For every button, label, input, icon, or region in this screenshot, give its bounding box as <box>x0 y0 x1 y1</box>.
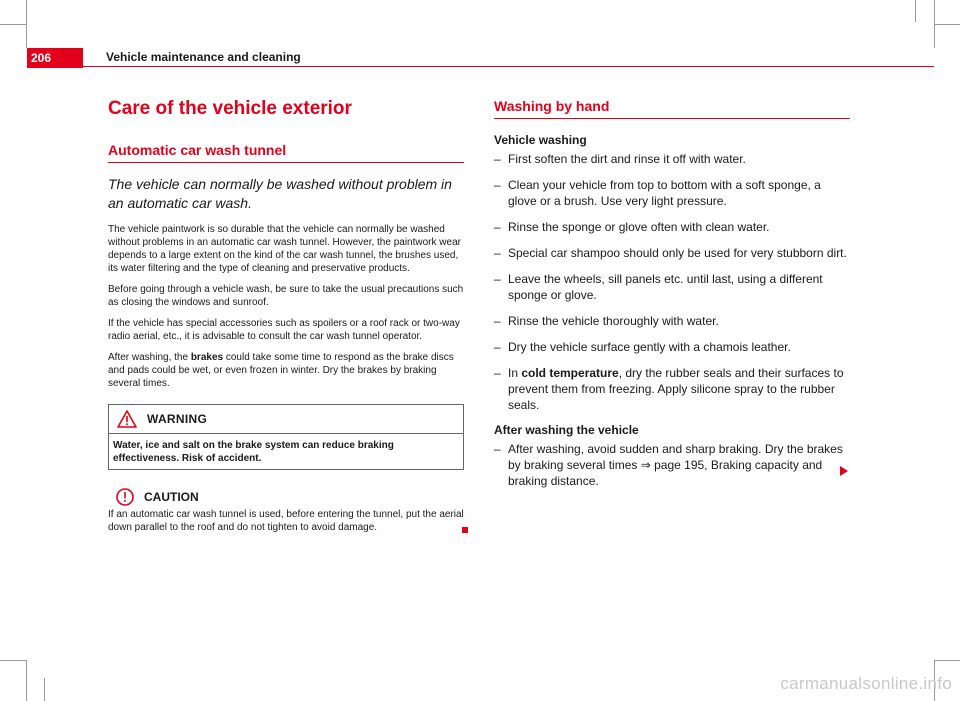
warning-triangle-icon <box>117 410 137 428</box>
item-text: Special car shampoo should only be used for very stubborn dirt. <box>508 246 847 260</box>
caution-label: CAUTION <box>144 490 199 504</box>
text: After washing, the <box>108 352 191 363</box>
running-head: Vehicle maintenance and cleaning <box>106 50 301 64</box>
left-column <box>108 98 464 534</box>
dash: – <box>494 366 501 380</box>
caution-header <box>108 488 464 506</box>
dash: – <box>494 178 501 192</box>
watermark: carmanualsonline.info <box>780 674 952 693</box>
dash: – <box>494 340 501 354</box>
item-text: Rinse the vehicle thoroughly with water. <box>508 314 719 328</box>
caution-text: If an automatic car wash tunnel is used, before entering the tunnel, put the aerial down parallel to the roof and do not tighten to avoid damage. <box>108 509 464 533</box>
dash: – <box>494 442 501 456</box>
dash: – <box>494 220 501 234</box>
text: could take some time to respond as the brake discs and pads could be wet, or even frozen in winter. Dry the brakes by braking several times. <box>108 352 454 389</box>
paragraph: Before going through a vehicle wash, be sure to take the usual precautions such as closing the windows and sunroof. <box>108 284 464 308</box>
crop-mark <box>0 660 26 661</box>
item-text <box>508 365 850 413</box>
page-title: Care of the vehicle exterior <box>108 98 352 119</box>
list-item <box>494 219 850 235</box>
dash: – <box>494 272 501 286</box>
item-text: Clean your vehicle from top to bottom with a soft sponge, a glove or a brush. Use very light pressure. <box>508 178 821 208</box>
dash: – <box>494 152 501 166</box>
list-item <box>494 151 850 167</box>
warning-text: Water, ice and salt on the brake system can reduce braking effectiveness. Risk of accident. <box>113 440 394 464</box>
caution-notice <box>108 488 464 534</box>
dash: – <box>494 314 501 328</box>
list-item <box>494 313 850 329</box>
list-item <box>494 339 850 355</box>
lead-paragraph: The vehicle can normally be washed without problem in an automatic car wash. <box>108 176 452 211</box>
continue-arrow-icon <box>840 466 848 476</box>
paragraph: The vehicle paintwork is so durable that the vehicle can normally be washed without problems in an automatic car wash tunnel. However, the paintwork wear depends to a large extent on the kind of the car wash tunnel, the brushes used, its water filtering and the type of cleaning and preservative products. <box>108 224 461 274</box>
list-item <box>494 271 850 303</box>
dash: – <box>494 246 501 260</box>
bold-term: brakes <box>190 352 224 363</box>
warning-header <box>109 405 463 434</box>
paragraph: If the vehicle has special accessories such as spoilers or a roof rack or two-way radio aerial, etc., it is advisable to consult the car wash tunnel operator. <box>108 318 460 342</box>
subheading-vehicle-washing: Vehicle washing <box>494 133 587 147</box>
bold-term: cold temperature <box>521 366 619 380</box>
list-item <box>494 245 850 261</box>
paragraph-brakes <box>108 351 464 390</box>
text: In <box>508 366 522 380</box>
item-text: Leave the wheels, sill panels etc. until last, using a different sponge or glove. <box>508 272 823 302</box>
crop-mark <box>26 660 27 701</box>
list-item <box>494 441 850 489</box>
crop-mark <box>26 0 27 48</box>
item-text: After washing, avoid sudden and sharp braking. Dry the brakes by braking several times ⇒ page 195, Braking capacity and braking distance. <box>508 442 843 488</box>
section-heading-hand-wash: Washing by hand <box>494 98 850 119</box>
section-heading-car-wash: Automatic car wash tunnel <box>108 142 464 163</box>
warning-label: WARNING <box>147 412 208 426</box>
warning-box <box>108 404 464 470</box>
subheading-after-washing: After washing the vehicle <box>494 423 639 437</box>
right-column <box>494 98 850 499</box>
section-end-marker <box>462 527 468 533</box>
item-text: First soften the dirt and rinse it off with water. <box>508 152 746 166</box>
text: , dry the rubber seals and their surfaces to prevent them from freezing. Apply silicone spray to the rubber seals. <box>508 366 844 412</box>
crop-mark <box>934 0 935 48</box>
crop-mark <box>0 24 26 25</box>
item-text: Rinse the sponge or glove often with clean water. <box>508 220 770 234</box>
crop-mark <box>44 678 45 701</box>
header-rule <box>83 66 934 67</box>
caution-exclamation-icon <box>116 488 134 506</box>
list-item <box>494 177 850 209</box>
crop-mark <box>934 24 960 25</box>
crop-mark <box>934 660 960 661</box>
list-item-cold-temperature <box>494 365 850 413</box>
page-number: 206 <box>27 48 83 68</box>
crop-mark <box>915 0 916 22</box>
item-text: Dry the vehicle surface gently with a chamois leather. <box>508 340 791 354</box>
